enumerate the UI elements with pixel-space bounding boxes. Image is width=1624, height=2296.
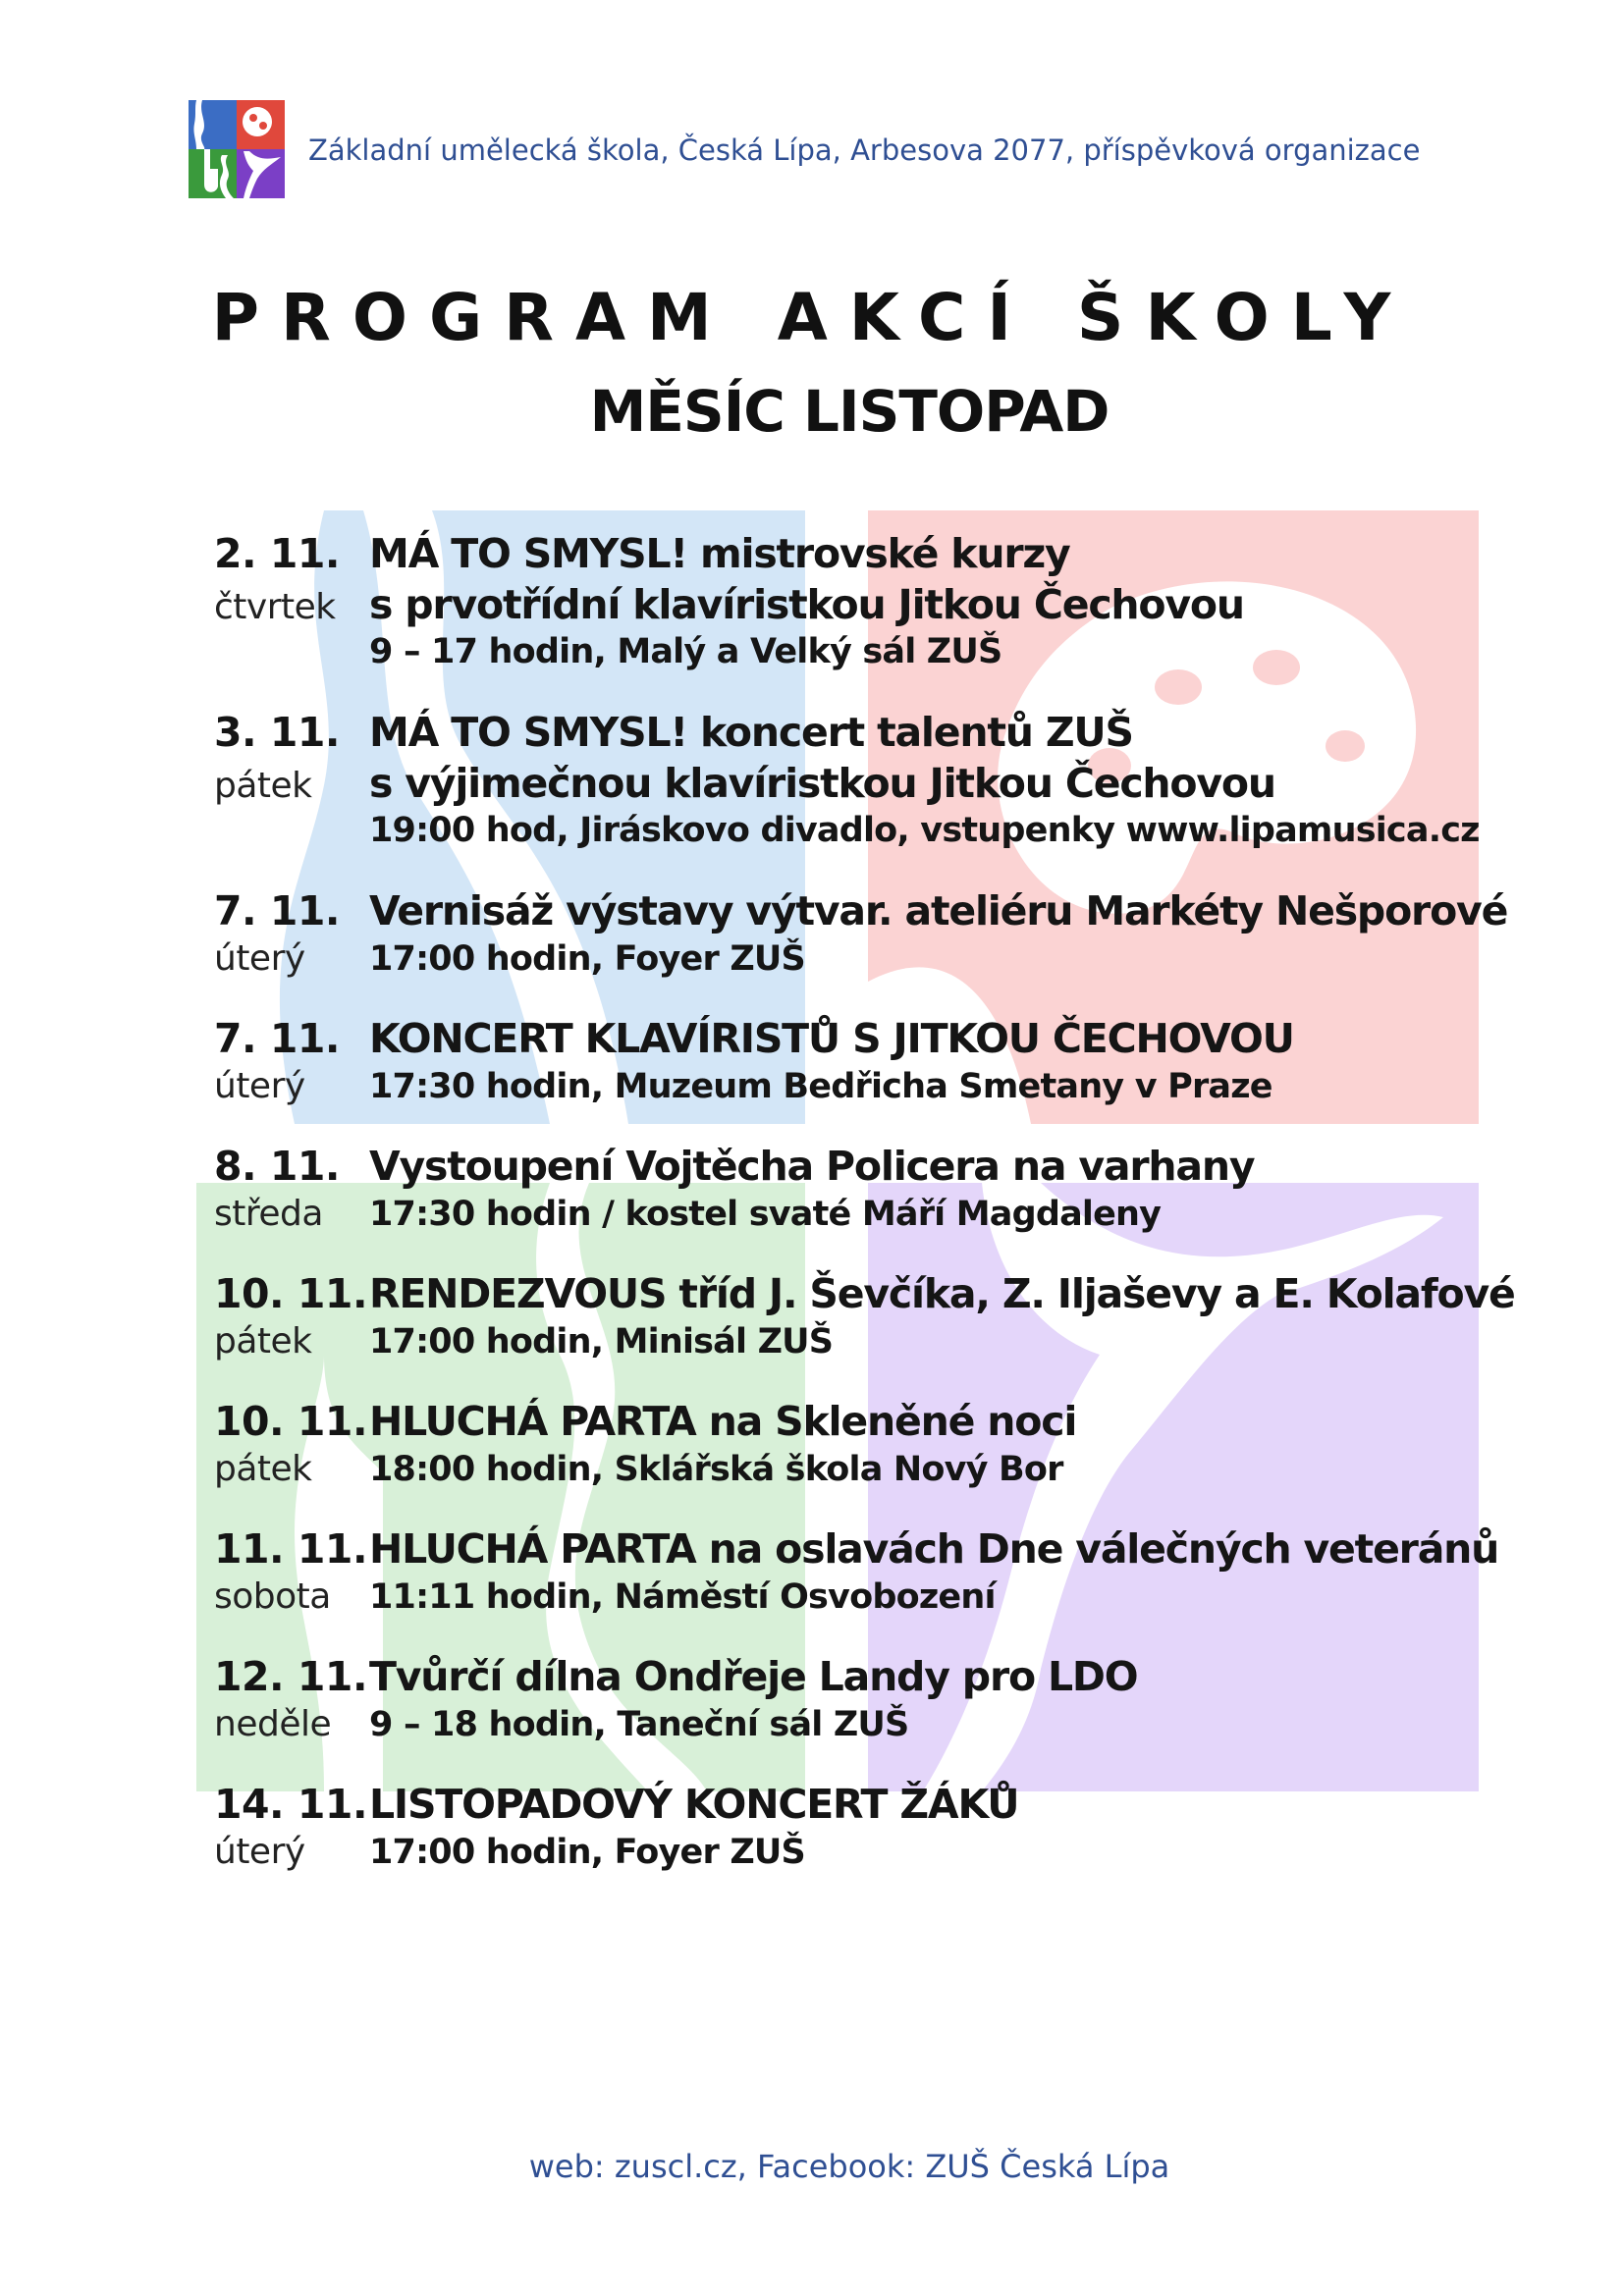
event-day: středa bbox=[214, 1194, 323, 1234]
event-detail: 19:00 hod, Jiráskovo divadlo, vstupenky www.lipamusica.cz bbox=[369, 811, 1480, 850]
event-detail: 17:00 hodin, Foyer ZUŠ bbox=[369, 939, 805, 979]
event-title: Vernisáž výstavy výtvar. ateliéru Markéty Nešporové bbox=[369, 887, 1508, 934]
event-title: MÁ TO SMYSL! koncert talentů ZUŠ bbox=[369, 709, 1133, 756]
event-date: 11. 11. bbox=[214, 1525, 368, 1573]
logo-shapes bbox=[189, 100, 285, 198]
school-name: Základní umělecká škola, Česká Lípa, Arbesova 2077, příspěvková organizace bbox=[308, 133, 1421, 167]
event-day: neděle bbox=[214, 1704, 332, 1744]
event-detail: 17:30 hodin / kostel svaté Máří Magdaleny bbox=[369, 1195, 1162, 1234]
event-detail: 17:00 hodin, Foyer ZUŠ bbox=[369, 1833, 805, 1872]
event-title-line-2: s prvotřídní klavíristkou Jitkou Čechovou bbox=[369, 581, 1244, 628]
zus-logo-icon bbox=[189, 100, 285, 198]
event-date: 7. 11. bbox=[214, 1015, 341, 1062]
event-title: Vystoupení Vojtěcha Policera na varhany bbox=[369, 1143, 1255, 1190]
event-item bbox=[214, 1781, 1608, 1879]
event-title: KONCERT KLAVÍRISTŮ S JITKOU ČECHOVOU bbox=[369, 1015, 1294, 1062]
event-item bbox=[214, 530, 1608, 679]
event-day: pátek bbox=[214, 1321, 312, 1362]
event-list bbox=[214, 530, 1608, 1908]
event-day: úterý bbox=[214, 1832, 305, 1872]
event-title: MÁ TO SMYSL! mistrovské kurzy bbox=[369, 530, 1070, 577]
event-item bbox=[214, 1653, 1608, 1751]
event-title: HLUCHÁ PARTA na Skleněné noci bbox=[369, 1398, 1077, 1445]
event-date: 2. 11. bbox=[214, 530, 341, 577]
event-title: LISTOPADOVÝ KONCERT ŽÁKŮ bbox=[369, 1781, 1019, 1828]
event-date: 7. 11. bbox=[214, 887, 341, 934]
event-item bbox=[214, 709, 1608, 858]
event-date: 8. 11. bbox=[214, 1143, 341, 1190]
event-detail: 9 – 18 hodin, Taneční sál ZUŠ bbox=[369, 1705, 909, 1744]
event-day: pátek bbox=[214, 766, 312, 806]
event-date: 3. 11. bbox=[214, 709, 341, 756]
event-detail: 9 – 17 hodin, Malý a Velký sál ZUŠ bbox=[369, 632, 1002, 671]
event-day: úterý bbox=[214, 938, 305, 979]
event-day: pátek bbox=[214, 1449, 312, 1489]
event-date: 10. 11. bbox=[214, 1270, 368, 1317]
event-detail: 11:11 hodin, Náměstí Osvobození bbox=[369, 1577, 996, 1617]
event-title: Tvůrčí dílna Ondřeje Landy pro LDO bbox=[369, 1653, 1138, 1700]
page-subtitle: MĚSÍC LISTOPAD bbox=[589, 378, 1110, 445]
event-day: sobota bbox=[214, 1576, 331, 1617]
event-day: čtvrtek bbox=[214, 587, 336, 627]
event-date: 12. 11. bbox=[214, 1653, 368, 1700]
event-date: 10. 11. bbox=[214, 1398, 368, 1445]
event-title: RENDEZVOUS tříd J. Ševčíka, Z. Iljaševy a E. Kolafové bbox=[369, 1270, 1515, 1317]
event-date: 14. 11. bbox=[214, 1781, 368, 1828]
event-item bbox=[214, 1398, 1608, 1496]
event-detail: 17:30 hodin, Muzeum Bedřicha Smetany v Praze bbox=[369, 1067, 1272, 1106]
event-item bbox=[214, 1270, 1608, 1368]
event-item bbox=[214, 887, 1608, 986]
footer-links: web: zuscl.cz, Facebook: ZUŠ Česká Lípa bbox=[528, 2148, 1170, 2185]
event-item bbox=[214, 1143, 1608, 1241]
event-detail: 18:00 hodin, Sklářská škola Nový Bor bbox=[369, 1450, 1063, 1489]
event-title: HLUCHÁ PARTA na oslavách Dne válečných veteránů bbox=[369, 1525, 1499, 1573]
page-title: PROGRAM AKCÍ ŠKOLY bbox=[211, 280, 1413, 355]
event-item bbox=[214, 1015, 1608, 1113]
event-title-line-2: s výjimečnou klavíristkou Jitkou Čechovou bbox=[369, 760, 1275, 807]
event-item bbox=[214, 1525, 1608, 1624]
event-day: úterý bbox=[214, 1066, 305, 1106]
event-detail: 17:00 hodin, Minisál ZUŠ bbox=[369, 1322, 834, 1362]
